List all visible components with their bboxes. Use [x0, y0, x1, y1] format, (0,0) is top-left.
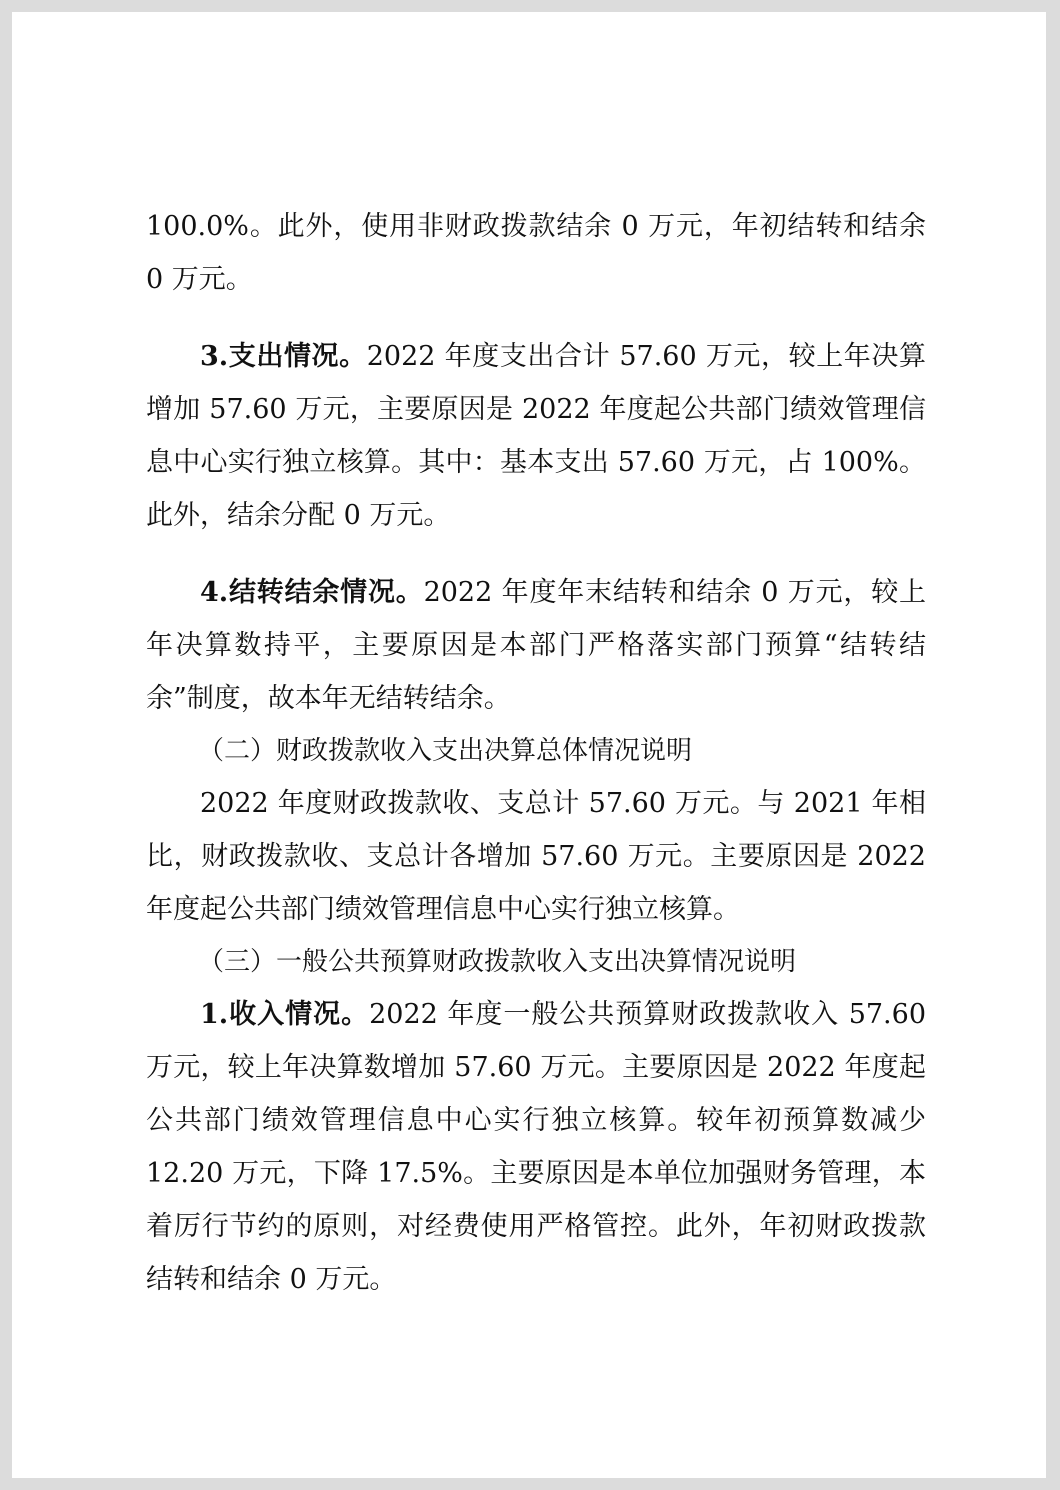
paragraph-lead: 3.支出情况。: [200, 341, 367, 372]
document-page: [12, 12, 1046, 1478]
paragraph-income: [146, 988, 926, 1306]
section-heading-2: （二）财政拨款收入支出决算总体情况说明: [198, 736, 693, 766]
paragraph-expenditure: [146, 330, 926, 542]
paragraph-text: 100.0%。此外，使用非财政拨款结余 0 万元，年初结转和结余 0 万元。: [146, 211, 926, 295]
paragraph-text: 2022 年度财政拨款收、支总计 57.60 万元。与 2021 年相比，财政拨款收、支总计各增加 57.60 万元。主要原因是 2022 年度起公共部门绩效管理信息中心实行独立核算。: [146, 788, 926, 925]
paragraph-text: 2022 年度支出合计 57.60 万元，较上年决算增加 57.60 万元，主要原因是 2022 年度起公共部门绩效管理信息中心实行独立核算。其中：基本支出 57.60 万元，占 100%。此外，结余分配 0 万元。: [146, 341, 926, 531]
paragraph-lead: 4.结转结余情况。: [200, 577, 424, 608]
paragraph-continuation: [146, 200, 926, 306]
section-heading-3: （三）一般公共预算财政拨款收入支出决算情况说明: [198, 947, 797, 977]
paragraph-fiscal-overview: [146, 777, 926, 936]
paragraph-carryover: [146, 566, 926, 725]
paragraph-text: 2022 年度年末结转和结余 0 万元，较上年决算数持平，主要原因是本部门严格落实部门预算“结转结余”制度，故本年无结转结余。: [146, 577, 926, 714]
paragraph-text: 2022 年度一般公共预算财政拨款收入 57.60 万元，较上年决算数增加 57.60 万元。主要原因是 2022 年度起公共部门绩效管理信息中心实行独立核算。较年初预算数减少 12.20 万元，下降 17.5%。主要原因是本单位加强财务管理，本着厉行节约的原则，对经费使用严格管控。此外，年初财政拨款结转和结余 0 万元。: [146, 999, 926, 1295]
paragraph-lead: 1.收入情况。: [200, 999, 370, 1030]
document-body: [146, 200, 926, 1306]
